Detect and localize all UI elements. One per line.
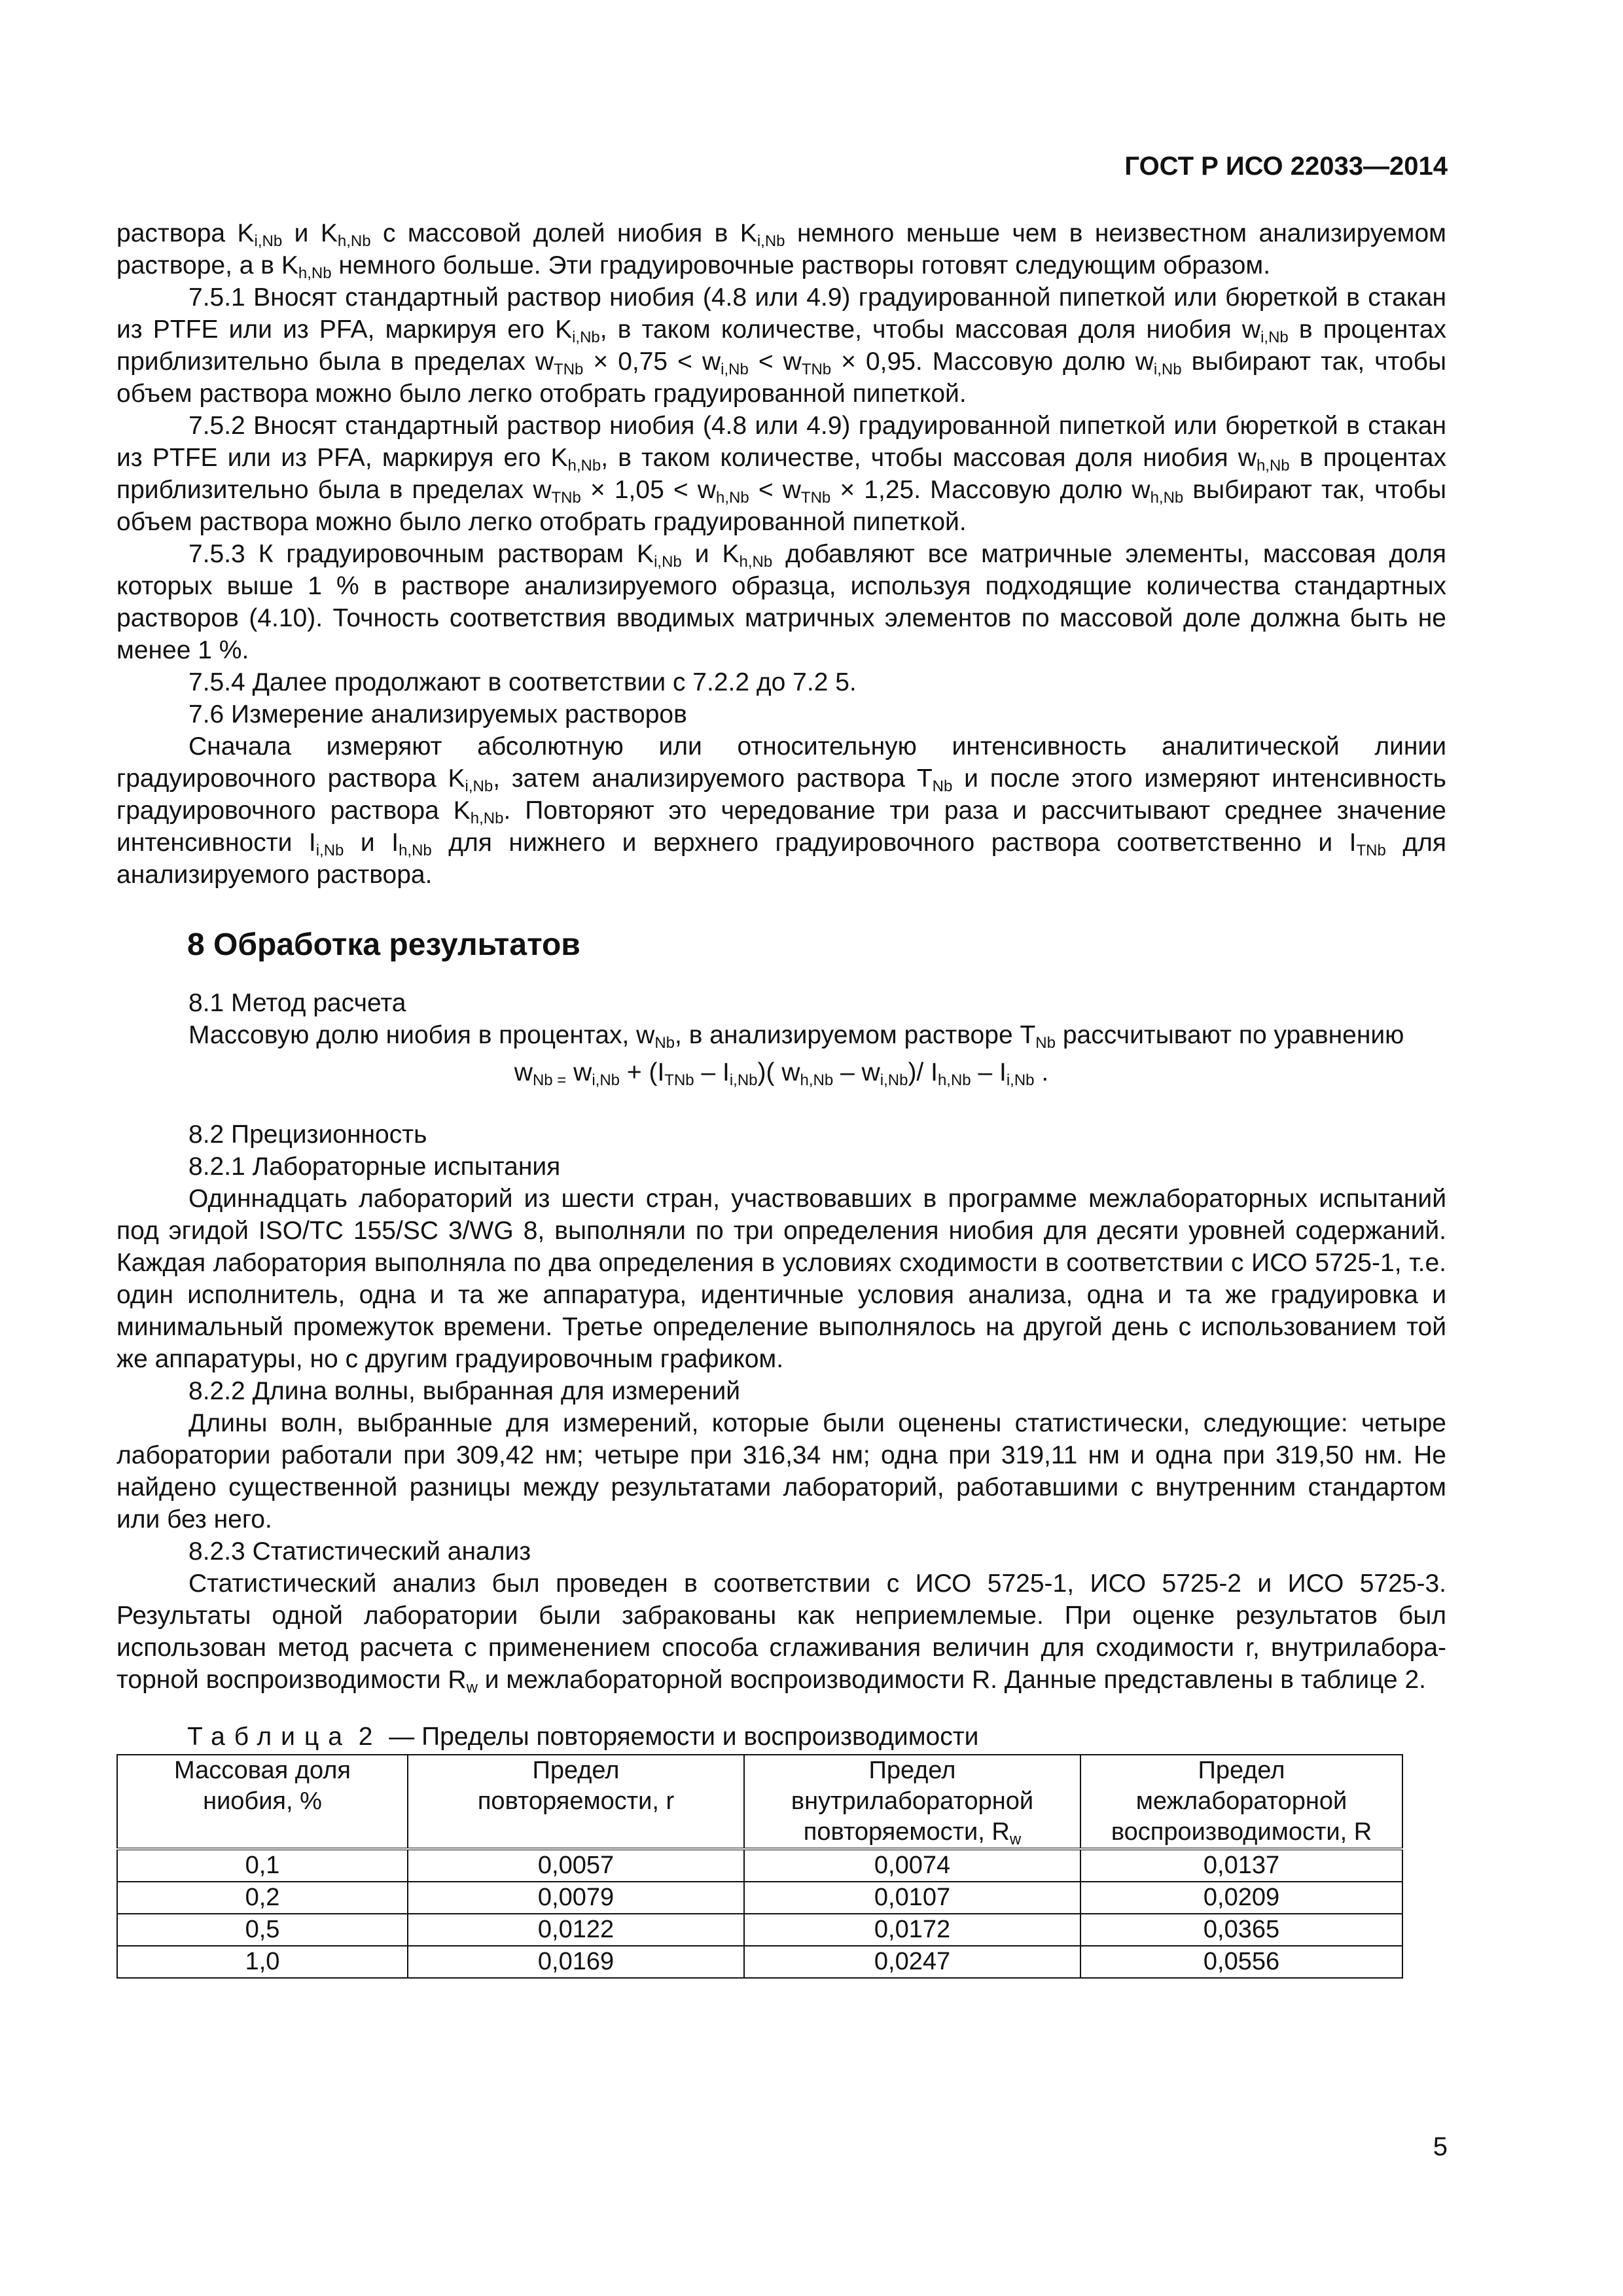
document-header: ГОСТ Р ИСО 22033—2014: [1124, 152, 1448, 181]
page-number: 5: [1433, 2132, 1448, 2161]
header-interlab-reproducibility: Предел межлабораторной воспроизводимости, R: [1080, 1755, 1402, 1849]
table-row: 0,5 0,0122 0,0172 0,0365: [117, 1914, 1402, 1946]
paragraph-8-2-3-text: Статистический анализ был проведен в соответствии с ИСО 5725-1, ИСО 5725-2 и ИСО 5725-3. Результаты одной лаборатории были забракованы как неприемлемые. При оценке результатов был использован метод расчета с применением способа сглаживания величин для сходимости r, внутрилабора-торной воспроизводимости $R_w$ и межлабораторной воспроизводимости R. Данные представлены в таблице 2.: [116, 1570, 1446, 1696]
paragraph-7-5-3: 7.5.3 К градуировочным растворам $K_{i,Nb}$ и $K_{h,Nb}$ добавляют все матричные элементы, массовая доля которых выше 1 % в растворе анализируемого образца, используя подходящие количества стандартных растворов (4.10). Точность соответствия вводимых матричных элементов по массовой доле должна быть не менее 1 %.: [116, 540, 1446, 664]
heading-8-1: 8.1 Метод расчета: [188, 989, 406, 1017]
table-row: 0,2 0,0079 0,0107 0,0209: [117, 1882, 1402, 1914]
header-repeatability: Предел повторяемости, r: [408, 1755, 744, 1849]
table-caption: Таблица 2 — Пределы повторяемости и воспроизводимости: [187, 1723, 979, 1751]
heading-8-2-1: 8.2.1 Лабораторные испытания: [188, 1153, 561, 1181]
paragraph-8-2-2-text: Длины волн, выбранные для измерений, которые были оценены статистически, следующие: четыре лаборатории работали при 309,42 нм; четыре при 316,34 нм; одна при 319,11 нм и одна при 319,50 нм. Не найдено существенной разницы между результатами лабораторий, работавшими с внутренним стандартом или без него.: [116, 1409, 1446, 1534]
paragraph-7-5-2: 7.5.2 Вносят стандартный раствор ниобия (4.8 или 4.9) градуированной пипеткой или бюреткой в стакан из PTFE или из PFA, маркируя его $K_{h,Nb}$, в таком количестве, чтобы массовая доля ниобия $w_{h,Nb}$ в процентах приблизительно была в пределах $w_{TNb} \times 1,05 < w_{h,Nb} < w_{TNb} \times 1,25$. Массовую долю $w_{h,Nb}$ выбирают так, чтобы объем раствора можно было легко отобрать градуированной пипеткой.: [116, 412, 1447, 536]
table-row: 0,1 0,0057 0,0074 0,0137: [117, 1849, 1402, 1882]
heading-8-2: 8.2 Прецизионность: [188, 1121, 427, 1149]
heading-7-6: 7.6 Измерение анализируемых растворов: [188, 700, 687, 728]
heading-8-2-2: 8.2.2 Длина волны, выбранная для измерений: [188, 1377, 741, 1405]
table-row: 1,0 0,0169 0,0247 0,0556: [117, 1946, 1402, 1978]
heading-8-2-3: 8.2.3 Статистический анализ: [188, 1537, 531, 1566]
header-intralab-reproducibility: Предел внутрилабораторной повторяемости, $R_w$: [744, 1755, 1080, 1849]
section-heading-8: 8 Обработка результатов: [187, 927, 580, 962]
paragraph-7-6-text: Сначала измеряют абсолютную или относительную интенсивность аналитической линии градуировочного раствора $K_{i,Nb}$, затем анализируемого раствора $T_{Nb}$ и после этого измеряют интенсивность градуировочного раствора $K_{h,Nb}$. Повторяют это чередование три раза и рассчитывают среднее значение интенсивности $I_{i,Nb}$ и $I_{h,Nb}$ для нижнего и верхнего градуировочного раствора соответственно и $I_{TNb}$ для анализируемого раствора.: [116, 732, 1447, 889]
paragraph-intro: раствора $K_{i,Nb}$ и $K_{h,Nb}$ с массовой долей ниобия в $K_{i,Nb}$ немного меньше чем в неизвестном анализируемом растворе, а в $K_{h,Nb}$ немного больше. Эти градуировочные растворы готовят следующим образом.: [116, 219, 1446, 282]
paragraph-7-5-1: 7.5.1 Вносят стандартный раствор ниобия (4.8 или 4.9) градуированной пипеткой или бюреткой в стакан из PTFE или из PFA, маркируя его $K_{i,Nb}$, в таком количестве, чтобы массовая доля ниобия $w_{i,Nb}$ в процентах приблизительно была в пределах $w_{TNb} \times 0,75 < w_{i,Nb} < w_{TNb} \times 0,95$. Массовую долю $w_{i,Nb}$ выбирают так, чтобы объем раствора можно было легко отобрать градуированной пипеткой.: [116, 283, 1447, 408]
header-mass-fraction: Массовая доля ниобия, %: [117, 1755, 408, 1849]
paragraph-8-1-text: Массовую долю ниобия в процентах, $w_{Nb}$, в анализируемом растворе $T_{Nb}$ рассчитывают по уравнению: [188, 1021, 1404, 1052]
paragraph-8-2-1-text: Одиннадцать лабораторий из шести стран, участвовавших в программе межлабораторных испытаний под эгидой ISO/TC 155/SC 3/WG 8, выполняли по три определения ниобия для десяти уровней содержаний. Каждая лаборатория выполняла по два определения в условиях сходимости в соответствии с ИСО 5725-1, т.е. один исполнитель, одна и та же аппаратура, идентичные условия анализа, одна и та же градуировка и минимальный промежуток времени. Третье определение выполнялось на другой день с использованием той же аппаратуры, но с другим градуировочным графиком.: [116, 1185, 1446, 1373]
table-header-row: [117, 1755, 1402, 1849]
formula-mass-fraction: $w_{Nb =}$ $w_{i,Nb} + (I_{TNb} - I_{i,Nb})$( $w_{h,Nb} - w_{i,Nb})/$ $I_{h,Nb} - I_{i,Nb}$ .: [514, 1058, 1049, 1089]
precision-table: [116, 1754, 1403, 1979]
document-body: [116, 217, 1446, 1979]
paragraph-7-5-4: 7.5.4 Далее продолжают в соответствии с 7.2.2 до 7.2 5.: [188, 668, 857, 696]
